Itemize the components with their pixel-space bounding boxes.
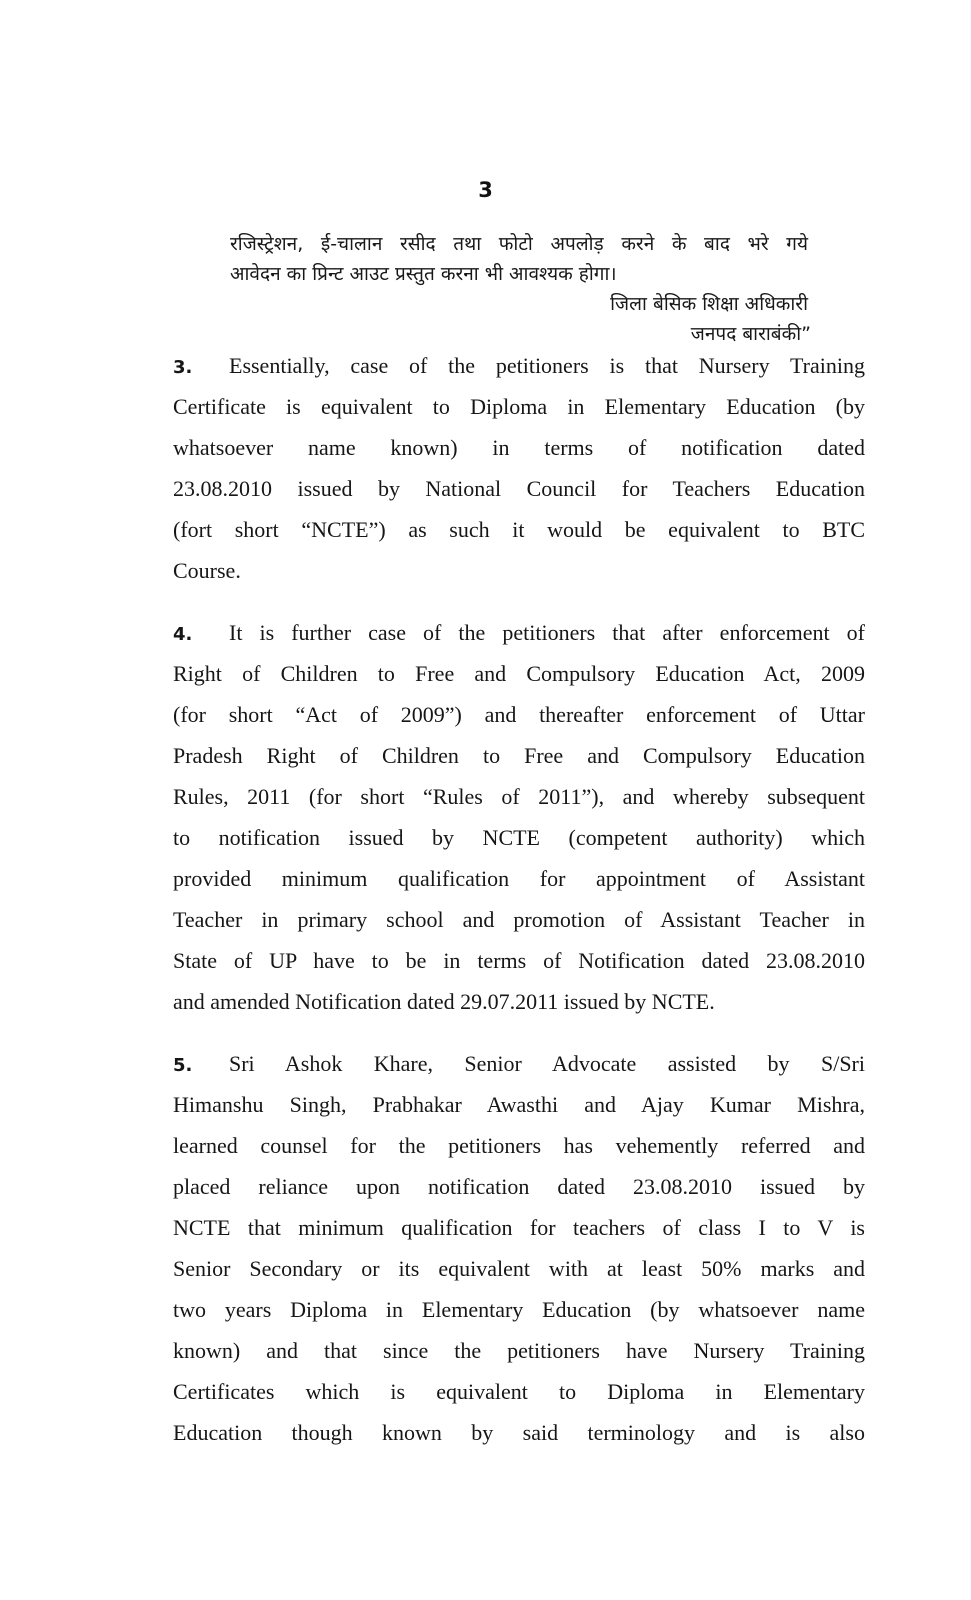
paragraph-line: Course. [173, 558, 241, 583]
paragraph-line: learned counsel for the petitioners has vehemently referred and [173, 1133, 865, 1158]
paragraph-line: known) and that since the petitioners have Nursery Training [173, 1338, 865, 1363]
paragraph-line: NCTE that minimum qualification for teachers of class I to V is [173, 1215, 865, 1240]
paragraph-line: 4. It is further case of the petitioners that after enforcement of [173, 612, 865, 653]
paragraph-line: placed reliance upon notification dated 23.08.2010 issued by [173, 1174, 865, 1199]
paragraph-3 [173, 345, 865, 591]
page-number: 3 [478, 178, 493, 202]
signatory-designation: जिला बेसिक शिक्षा अधिकारी [610, 293, 808, 315]
hindi-text-line-2: आवेदन का प्रिन्ट आउट प्रस्तुत करना भी आवश्यक होगा। [230, 263, 617, 285]
paragraph-number: 5. [173, 1055, 193, 1076]
paragraph-line: 5. Sri Ashok Khare, Senior Advocate assisted by S/Sri [173, 1043, 865, 1084]
paragraph-line: Certificate is equivalent to Diploma in Elementary Education (by [173, 394, 865, 419]
paragraph-line: 3. Essentially, case of the petitioners is that Nursery Training [173, 345, 865, 386]
paragraph-line: Right of Children to Free and Compulsory Education Act, 2009 [173, 661, 865, 686]
paragraph-line: Senior Secondary or its equivalent with at least 50% marks and [173, 1256, 865, 1281]
paragraph-line: Rules, 2011 (for short “Rules of 2011”), and whereby subsequent [173, 784, 865, 809]
paragraph-4 [173, 612, 865, 1022]
paragraph-line: Himanshu Singh, Prabhakar Awasthi and Ajay Kumar Mishra, [173, 1092, 865, 1117]
paragraph-line: (for short “Act of 2009”) and thereafter enforcement of Uttar [173, 702, 865, 727]
paragraph-line: (fort short “NCTE”) as such it would be equivalent to BTC [173, 517, 865, 542]
paragraph-line: provided minimum qualification for appointment of Assistant [173, 866, 865, 891]
signatory-district: जनपद बाराबंकी” [690, 323, 811, 345]
hindi-text-line-1: रजिस्ट्रेशन, ई-चालान रसीद तथा फोटो अपलोड़ करने के बाद भरे गये [230, 233, 808, 255]
paragraph-line: Pradesh Right of Children to Free and Compulsory Education [173, 743, 865, 768]
paragraph-line: Teacher in primary school and promotion of Assistant Teacher in [173, 907, 865, 932]
paragraph-line: State of UP have to be in terms of Notification dated 23.08.2010 [173, 948, 865, 973]
paragraph-line: two years Diploma in Elementary Education (by whatsoever name [173, 1297, 865, 1322]
paragraph-5 [173, 1043, 865, 1453]
paragraph-line: to notification issued by NCTE (competent authority) which [173, 825, 865, 850]
paragraph-line: Education though known by said terminology and is also [173, 1420, 865, 1445]
paragraph-line: and amended Notification dated 29.07.2011 issued by NCTE. [173, 989, 715, 1014]
paragraph-line: 23.08.2010 issued by National Council for Teachers Education [173, 476, 865, 501]
paragraph-number: 4. [173, 624, 193, 645]
paragraph-line: whatsoever name known) in terms of notification dated [173, 435, 865, 460]
paragraph-number: 3. [173, 357, 193, 378]
paragraph-line: Certificates which is equivalent to Diploma in Elementary [173, 1379, 865, 1404]
